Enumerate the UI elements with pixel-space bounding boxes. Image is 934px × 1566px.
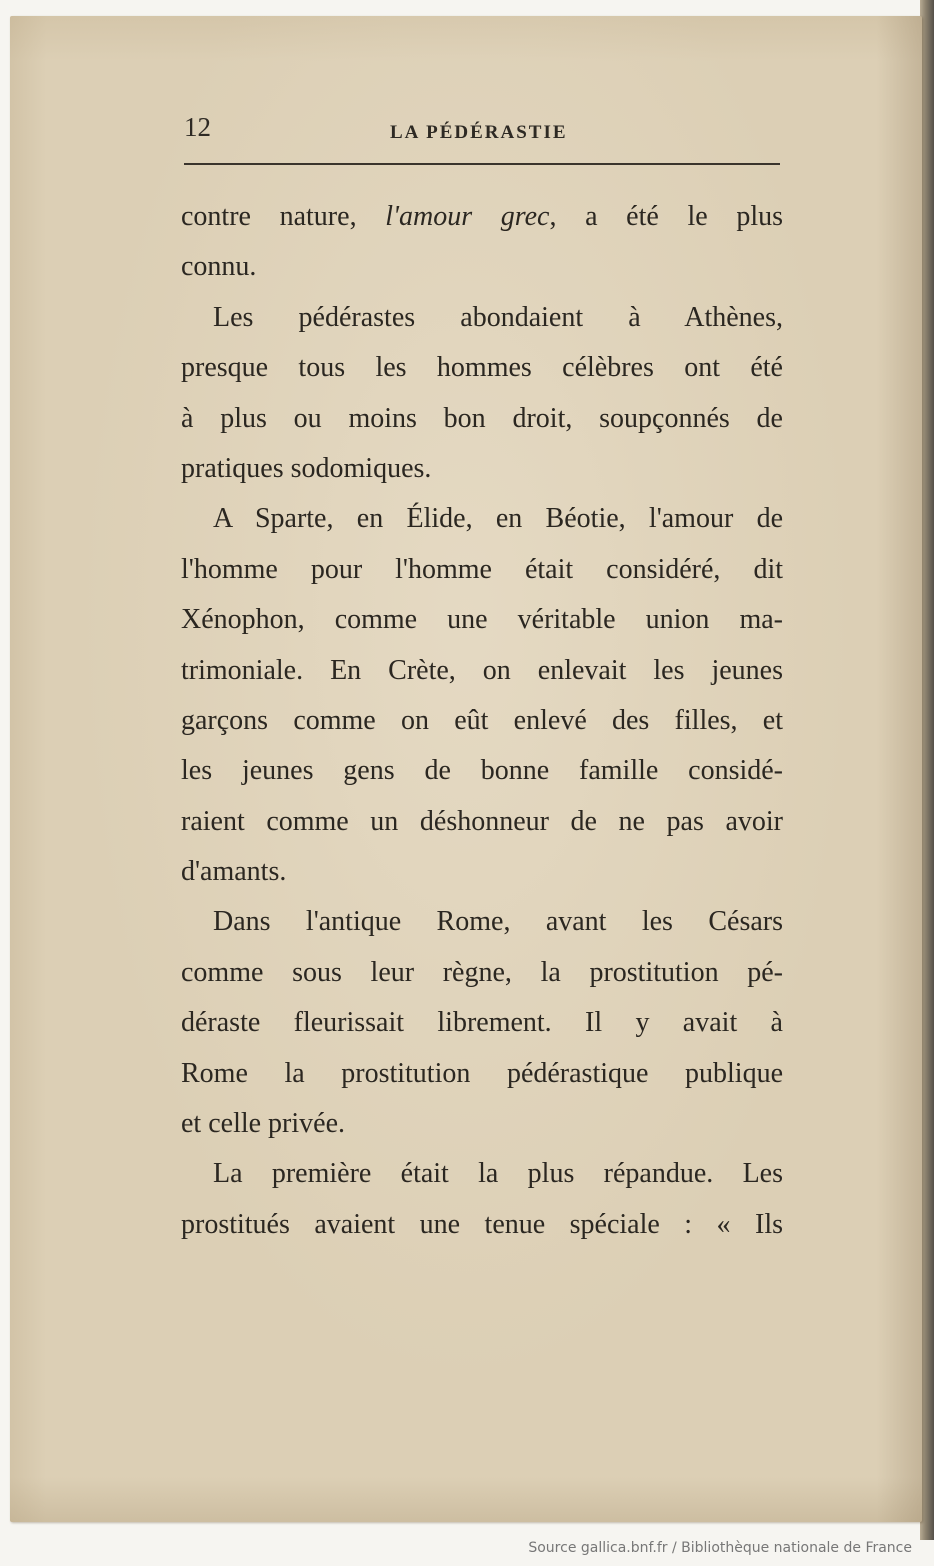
text-line: raient comme un déshonneur de ne pas avoir: [181, 805, 783, 837]
text-line: garçons comme on eût enlevé des filles, et: [181, 704, 783, 736]
text-line: Dans l'antique Rome, avant les Césars: [213, 906, 783, 938]
running-title: LA PÉDÉRASTIE: [390, 122, 568, 143]
text-line: l'homme pour l'homme était considéré, dit: [181, 553, 783, 585]
text-line: Xénophon, comme une véritable union ma-: [181, 604, 783, 636]
text-line: prostitués avaient une tenue spéciale : « Ils: [181, 1208, 783, 1240]
source-attribution: Source gallica.bnf.fr / Bibliothèque nationale de France: [528, 1540, 912, 1556]
text-line: pratiques sodomiques.: [181, 452, 432, 484]
text-line: et celle privée.: [181, 1108, 346, 1140]
italic-phrase: l'amour grec: [385, 201, 550, 232]
text-line: à plus ou moins bon droit, soupçonnés de: [181, 402, 783, 434]
book-spine-edge: [920, 0, 934, 1540]
text-line: Les pédérastes abondaient à Athènes,: [213, 301, 783, 333]
text-line: déraste fleurissait librement. Il y avait à: [181, 1007, 783, 1039]
text-line: connu.: [181, 251, 257, 283]
text-line: La première était la plus répandue. Les: [213, 1158, 783, 1190]
body-text: [181, 192, 783, 1250]
header-rule: [184, 163, 780, 165]
text-line: d'amants.: [181, 856, 287, 888]
running-head: [184, 112, 780, 152]
text-line: contre nature, l'amour grec, a été le plus: [181, 201, 783, 232]
text-line: comme sous leur règne, la prostitution pé-: [181, 956, 783, 988]
text-line: A Sparte, en Élide, en Béotie, l'amour de: [213, 503, 783, 535]
page-number: 12: [184, 112, 211, 142]
text-line: presque tous les hommes célèbres ont été: [181, 352, 783, 384]
text-line: Rome la prostitution pédérastique publique: [181, 1057, 783, 1089]
text-line: trimoniale. En Crète, on enlevait les jeunes: [181, 654, 783, 686]
text-line: les jeunes gens de bonne famille considé-: [181, 755, 783, 787]
